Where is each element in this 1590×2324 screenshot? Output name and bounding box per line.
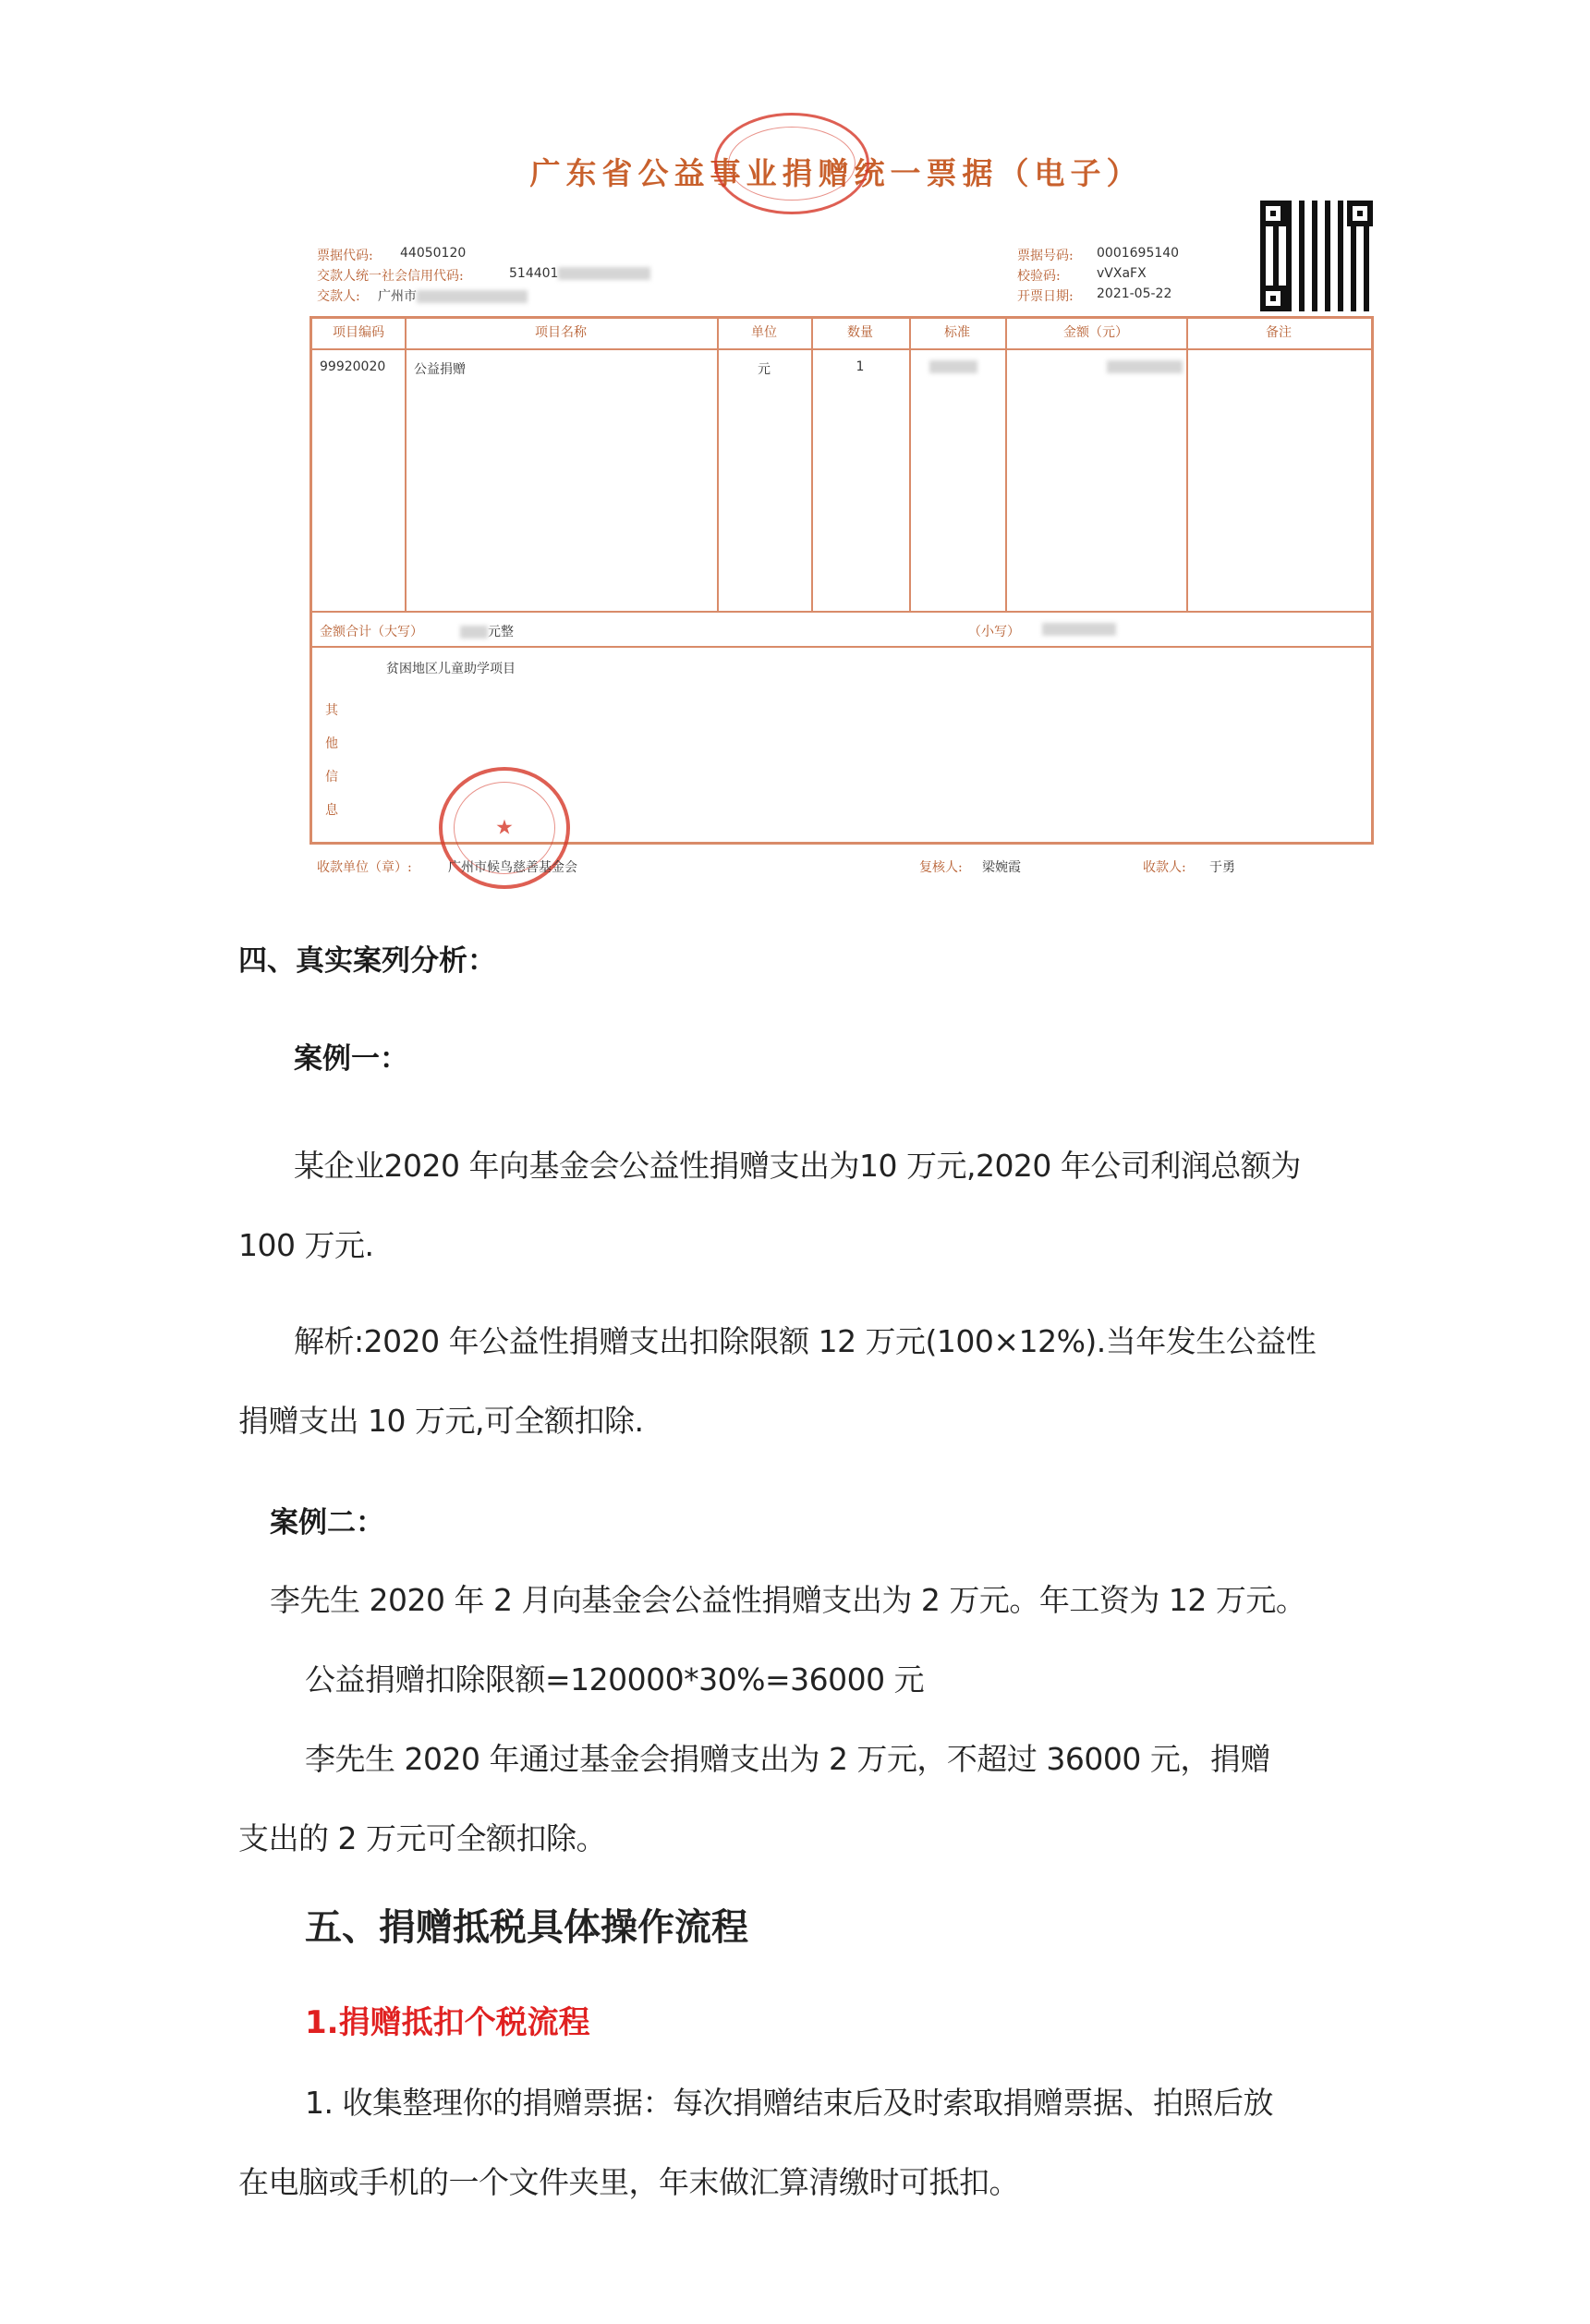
- header-standard: 标准: [944, 325, 970, 340]
- payer-label: 交款人:: [317, 289, 360, 304]
- case1-analysis-line1: 解析:2020 年公益性捐赠支出扣除限额 12 万元(100×12%).当年发生公益性: [294, 1323, 1317, 1359]
- row-unit: 元: [758, 362, 771, 377]
- row-quantity: 1: [856, 359, 865, 374]
- total-uppercase-label: 金额合计（大写）: [320, 625, 423, 639]
- section4-heading: 四、真实案列分析：: [238, 944, 496, 978]
- qr-code-icon: [1256, 197, 1377, 315]
- receipt-table: [310, 316, 1374, 845]
- total-lowercase-redacted: [1042, 622, 1116, 637]
- header-unit: 单位: [751, 325, 777, 340]
- bill-number-label: 票据号码:: [1017, 249, 1074, 263]
- header-quantity: 数量: [847, 325, 873, 340]
- header-remark: 备注: [1266, 325, 1292, 340]
- case2-heading: 案例二：: [270, 1506, 384, 1539]
- credit-code-value: 514401: [509, 266, 650, 281]
- row-amount-redacted: [1107, 359, 1183, 374]
- payee-label: 收款单位（章）:: [317, 860, 412, 875]
- issue-date-label: 开票日期:: [1017, 289, 1074, 304]
- reviewer-value: 梁婉霞: [982, 860, 1021, 875]
- subsection1-heading: 1.捐赠抵扣个税流程: [305, 2004, 590, 2041]
- credit-code-label: 交款人统一社会信用代码:: [317, 269, 464, 284]
- foundation-seal: ★: [439, 767, 570, 889]
- payee-value: 广州市候鸟慈善基金会: [448, 860, 577, 875]
- other-info-label: 其 他 信 息: [325, 703, 338, 818]
- bill-number-value: 0001695140: [1097, 246, 1180, 261]
- row-standard-redacted: [929, 359, 977, 374]
- case1-line2: 100 万元.: [238, 1227, 374, 1263]
- other-info-text: 贫困地区儿童助学项目: [386, 662, 516, 676]
- collector-label: 收款人:: [1143, 860, 1186, 875]
- receipt-title: 广东省公益事业捐赠统一票据（电子）: [529, 155, 1143, 191]
- total-lowercase-label: （小写）: [968, 625, 1020, 639]
- case1-line1: 某企业2020 年向基金会公益性捐赠支出为10 万元,2020 年公司利润总额为: [294, 1148, 1301, 1184]
- bill-code-value: 44050120: [400, 246, 467, 261]
- issue-date-value: 2021-05-22: [1097, 286, 1172, 301]
- case2-line3: 李先生 2020 年通过基金会捐赠支出为 2 万元，不超过 36000 元，捐赠: [305, 1741, 1270, 1777]
- case2-line2: 公益捐赠扣除限额=120000*30%=36000 元: [305, 1661, 925, 1697]
- case1-heading: 案例一：: [294, 1042, 408, 1076]
- header-item-name: 项目名称: [535, 325, 587, 340]
- step1-line2: 在电脑或手机的一个文件夹里，年末做汇算清缴时可抵扣。: [238, 2164, 1019, 2200]
- receipt-supervision-seal: [714, 113, 869, 214]
- header-amount: 金额（元）: [1063, 325, 1128, 340]
- case2-line4: 支出的 2 万元可全额扣除。: [238, 1820, 606, 1856]
- case1-analysis-line2: 捐赠支出 10 万元,可全额扣除.: [238, 1403, 644, 1439]
- row-name: 公益捐赠: [414, 362, 466, 377]
- case2-line1: 李先生 2020 年 2 月向基金会公益性捐赠支出为 2 万元。年工资为 12 万元。: [270, 1582, 1306, 1618]
- check-code-label: 校验码:: [1017, 269, 1061, 284]
- collector-value: 于勇: [1209, 860, 1235, 875]
- step1-line1: 1. 收集整理你的捐赠票据：每次捐赠结束后及时索取捐赠票据、拍照后放: [305, 2085, 1273, 2121]
- payer-value: 广州市: [378, 286, 528, 305]
- donation-receipt: [282, 102, 1390, 896]
- bill-code-label: 票据代码:: [317, 249, 373, 263]
- check-code-value: vVXaFX: [1097, 266, 1147, 281]
- reviewer-label: 复核人:: [919, 860, 963, 875]
- header-item-code: 项目编码: [333, 325, 384, 340]
- total-uppercase-value: 元整: [460, 622, 514, 640]
- row-code: 99920020: [320, 359, 386, 374]
- section5-heading: 五、捐赠抵税具体操作流程: [305, 1906, 748, 1949]
